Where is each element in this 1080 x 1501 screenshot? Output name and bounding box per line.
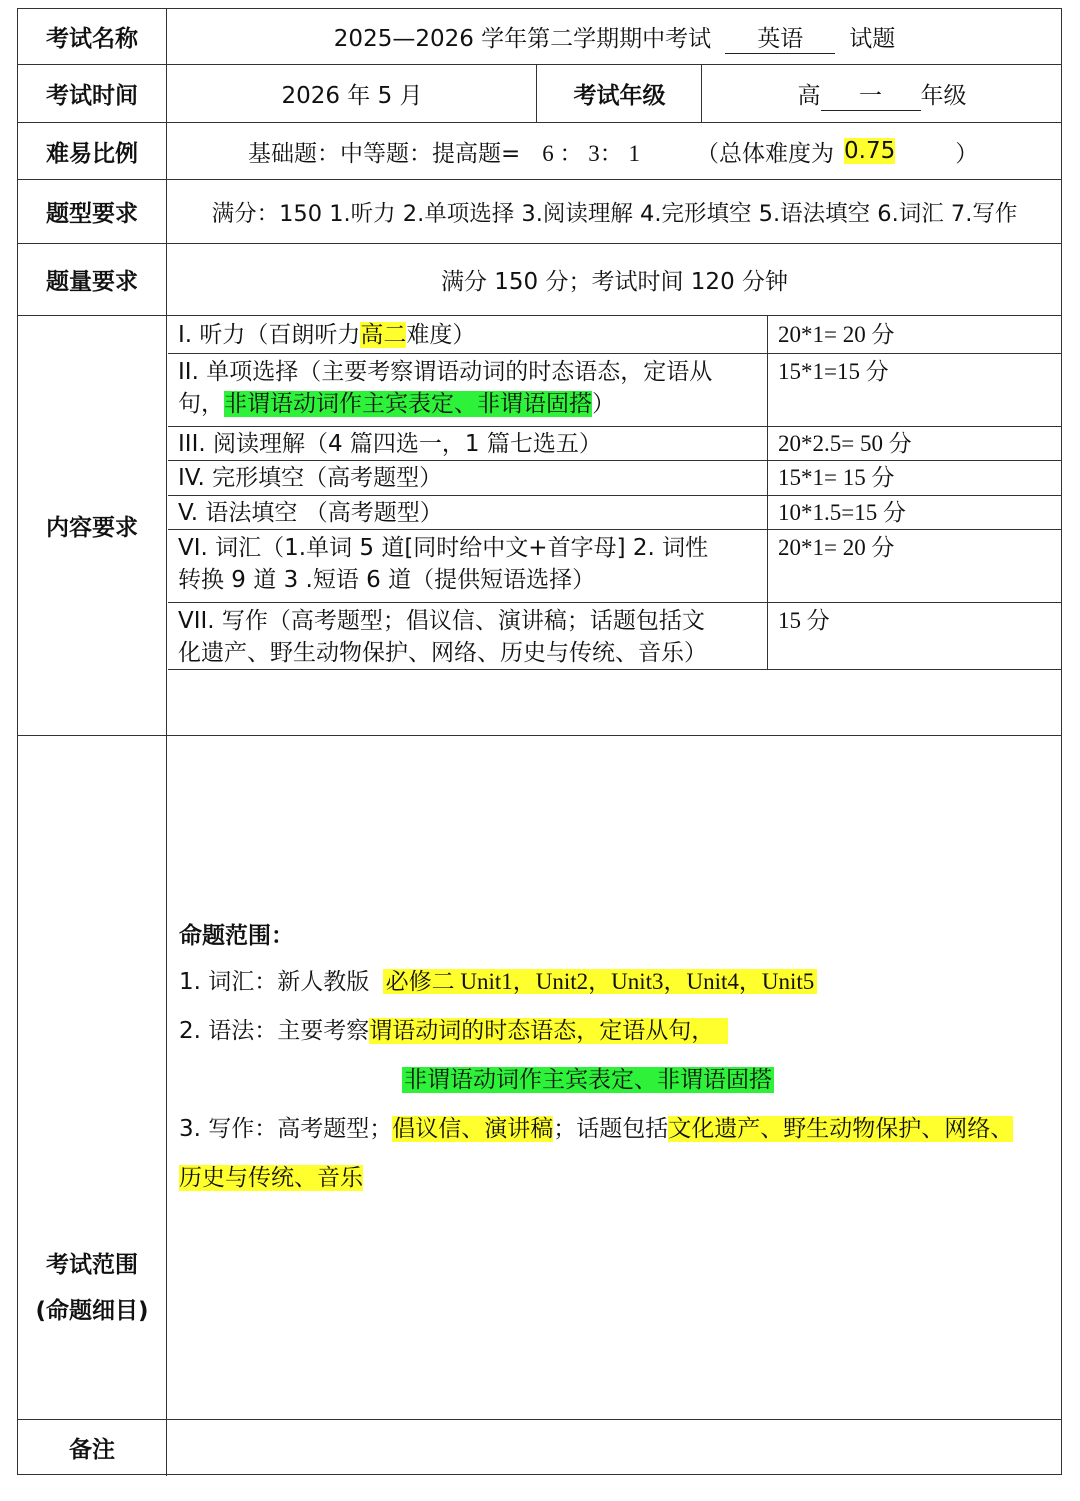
grade-number: 一 [821,77,921,111]
scope-grammar [179,1013,728,1049]
scope-highlight: 倡议信、演讲稿 [392,1116,554,1142]
content-divider [168,669,1061,670]
difficulty-ratio: 6 ： 3： 1 [542,140,641,166]
exam-grade-value [703,65,1061,122]
content-item-1 [178,319,475,351]
scope-text: 3. 写作：高考题型； [179,1116,393,1142]
row-divider [18,315,1061,316]
content-score-3: 20*2.5= 50 分 [778,431,912,456]
exam-subject: 英语 [725,20,835,54]
content-divider [168,353,1061,354]
remarks-value[interactable] [168,1420,1061,1474]
overall-difficulty: 0.75 [844,138,896,164]
difficulty-text: 基础题：中等题：提高题= [248,140,521,167]
content-score-divider [767,316,768,669]
scope-highlight: 谓语动词的时态语态，定语从句， [369,1018,728,1044]
content-text: 化遗产、野生动物保护、网络、历史与传统、音乐） [178,640,707,666]
content-score-1: 20*1= 20 分 [778,322,895,347]
label-column-divider [166,9,167,1476]
exam-name-prefix: 2025—2026 学年第二学期期中考试 [333,26,712,52]
scope-title: 命题范围： [179,923,294,949]
grade-suffix: 年级 [920,83,967,109]
content-divider [168,602,1061,603]
exam-grade-label: 考试年级 [573,83,666,109]
content-highlight: 非谓语动词作主宾表定、非谓语固搭 [224,391,592,417]
scope-text: ；话题包括 [553,1116,669,1142]
content-item-7 [178,605,707,669]
exam-time-value: 2026 年 5 月 [281,83,423,109]
remarks-label: 备注 [69,1436,115,1463]
time-row-divider [536,64,537,122]
content-item-3: III. 阅读理解（4 篇四选一，1 篇七选五） [178,431,602,457]
scope-label [18,736,166,1419]
scope-writing-2 [179,1160,363,1196]
content-text: VII. 写作（高考题型；倡议信、演讲稿；话题包括文 [178,608,705,634]
types-value: 满分：150 1.听力 2.单项选择 3.阅读理解 4.完形填空 5.语法填空 6.词汇 7.写作 [211,200,1018,227]
exam-name-suffix: 试题 [849,26,896,52]
content-text: I. 听力（百朗听力 [178,322,361,348]
content-divider [168,460,1061,461]
content-score-2: 15*1=15 分 [778,359,889,384]
scope-text: 1. 词汇：新人教版 [179,969,370,995]
content-text: ） [592,391,615,417]
content-text: 句， [178,391,224,417]
scope-highlight: 必修二 Unit1，Unit2，Unit3，Unit4，Unit5 [383,969,818,994]
exam-name-value [168,9,1061,64]
content-item-5: V. 语法填空 （高考题型） [178,500,443,526]
scope-text: 2. 语法：主要考察 [179,1018,370,1044]
scope-label-line: 考试范围 [46,1251,138,1278]
types-label: 题型要求 [46,201,138,227]
exam-name-label: 考试名称 [46,26,138,52]
difficulty-label: 难易比例 [46,140,138,167]
scope-writing [179,1111,1013,1147]
content-score-4: 15*1= 15 分 [778,465,895,490]
content-score-5: 10*1.5=15 分 [778,500,906,525]
content-divider [168,529,1061,530]
scope-highlight: 非谓语动词作主宾表定、非谓语固搭 [404,1067,772,1093]
scope-vocab [179,964,817,1000]
content-text: 难度） [406,322,476,348]
time-row-divider [701,64,702,122]
content-divider [168,426,1061,427]
content-highlight: 高二 [360,322,407,348]
quantity-label: 题量要求 [46,269,138,295]
exam-time-label: 考试时间 [46,83,138,109]
overall-suffix: ） [955,140,979,167]
scope-grammar-2 [402,1062,774,1098]
exam-spec-table [17,8,1062,1475]
scope-label-line: (命题细目) [35,1297,149,1324]
scope-highlight: 历史与传统、音乐 [179,1165,363,1191]
content-label: 内容要求 [46,515,138,541]
content-text: 转换 9 道 3 .短语 6 道（提供短语选择） [178,567,596,593]
scope-highlight: 文化遗产、野生动物保护、网络、 [668,1116,1014,1142]
content-item-2 [178,356,712,420]
content-text: VI. 词汇（1.单词 5 道[同时给中文+首字母] 2. 词性 [178,535,709,561]
overall-prefix: （总体难度为 [696,140,835,167]
content-score-7: 15 分 [778,608,830,633]
quantity-value: 满分 150 分；考试时间 120 分钟 [440,269,789,295]
content-item-6 [178,532,708,596]
content-text: II. 单项选择（主要考察谓语动词的时态语态，定语从 [178,359,713,385]
row-divider [18,735,1061,736]
grade-prefix: 高 [797,83,821,109]
content-score-6: 20*1= 20 分 [778,535,895,560]
content-divider [168,495,1061,496]
content-item-4: IV. 完形填空（高考题型） [178,465,443,491]
difficulty-value [248,123,1061,179]
